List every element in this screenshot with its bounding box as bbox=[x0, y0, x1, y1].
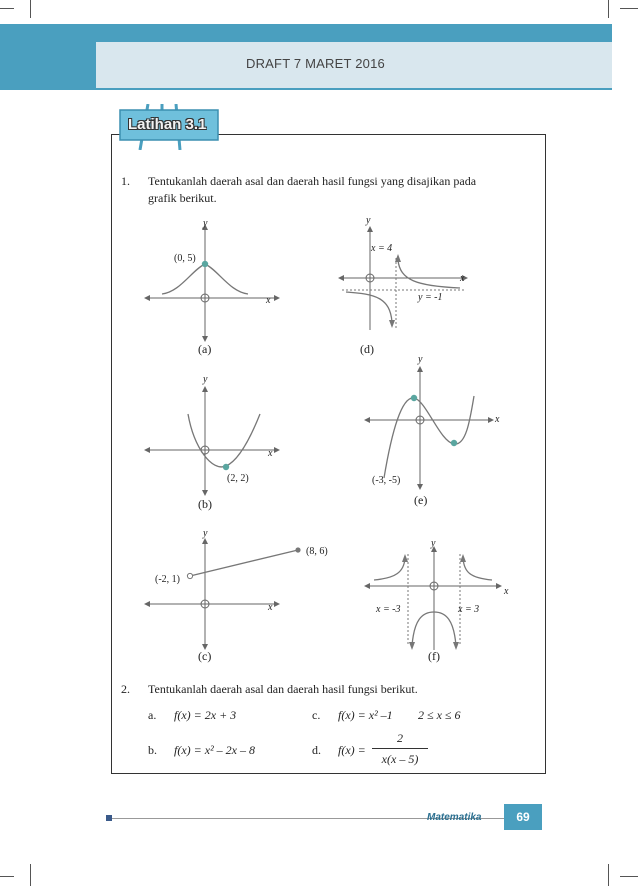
graph-d-horizontal-asymptote-label: y = -1 bbox=[418, 292, 443, 303]
q2a-expression: f(x) = 2x + 3 bbox=[174, 708, 237, 722]
graph-c-point1-label: (-2, 1) bbox=[155, 574, 180, 585]
q2c-expression: f(x) = x² –1 bbox=[338, 708, 393, 722]
graph-e-caption: (e) bbox=[414, 493, 428, 507]
graph-b-caption: (b) bbox=[198, 497, 212, 511]
footer-subject: Matematika bbox=[427, 812, 482, 823]
q2-text: Tentukanlah daerah asal dan daerah hasil fungsi berikut. bbox=[148, 682, 418, 696]
crop-mark bbox=[30, 0, 31, 18]
q2-number: 2. bbox=[121, 682, 130, 696]
graph-c-point2-label: (8, 6) bbox=[306, 546, 328, 557]
q2b-expression: f(x) = x² – 2x – 8 bbox=[174, 743, 255, 757]
graph-f-caption: (f) bbox=[428, 649, 440, 663]
graph-e bbox=[362, 360, 502, 490]
graph-d-y-label: y bbox=[366, 215, 371, 226]
graph-f bbox=[362, 540, 512, 655]
graph-f-right-asymptote-label: x = 3 bbox=[458, 604, 480, 615]
graph-f-y-label: y bbox=[431, 538, 436, 549]
graph-b-x-label: x bbox=[268, 448, 273, 459]
q2c-condition: 2 ≤ x ≤ 6 bbox=[418, 708, 461, 722]
graph-c-x-label: x bbox=[268, 602, 273, 613]
q2d-lhs: f(x) = bbox=[338, 743, 366, 757]
q1-text-line1: Tentukanlah daerah asal dan daerah hasil fungsi yang disajikan pada bbox=[148, 174, 477, 188]
graph-e-x-label: x bbox=[495, 414, 500, 425]
q1-number: 1. bbox=[121, 174, 130, 188]
crop-mark bbox=[0, 8, 14, 9]
q2d-numerator: 2 bbox=[397, 731, 403, 745]
page-number: 69 bbox=[504, 804, 542, 830]
draft-label: DRAFT 7 MARET 2016 bbox=[246, 56, 385, 71]
graph-a-caption: (a) bbox=[198, 342, 212, 356]
crop-mark bbox=[30, 864, 31, 886]
graph-d bbox=[336, 218, 476, 333]
fraction-bar bbox=[372, 748, 428, 749]
graph-f-left-asymptote-label: x = -3 bbox=[376, 604, 401, 615]
graph-d-caption: (d) bbox=[360, 342, 374, 356]
graph-a-y-label: y bbox=[203, 218, 208, 229]
q2c-label: c. bbox=[312, 708, 321, 722]
section-badge bbox=[118, 104, 222, 144]
graph-c-caption: (c) bbox=[198, 649, 212, 663]
graph-c-y-label: y bbox=[203, 528, 208, 539]
q2d-denominator: x(x – 5) bbox=[381, 752, 419, 766]
graph-f-x-label: x bbox=[504, 586, 509, 597]
q2a-label: a. bbox=[148, 708, 157, 722]
crop-mark bbox=[608, 0, 609, 18]
section-title: Latihan 3.1 bbox=[128, 116, 207, 133]
graph-e-point-label: (-3, -5) bbox=[372, 475, 401, 486]
graph-a-x-label: x bbox=[266, 295, 271, 306]
graph-d-vertical-asymptote-label: x = 4 bbox=[371, 243, 393, 254]
crop-mark bbox=[608, 864, 609, 886]
graph-b-y-label: y bbox=[203, 374, 208, 385]
q1-text-line2: grafik berikut. bbox=[148, 191, 217, 205]
q2b-label: b. bbox=[148, 743, 157, 757]
q2d-label: d. bbox=[312, 743, 321, 757]
crop-mark bbox=[620, 876, 638, 877]
graph-a-point-label: (0, 5) bbox=[174, 253, 196, 264]
crop-mark bbox=[620, 8, 638, 9]
graph-d-x-label: x bbox=[460, 273, 465, 284]
crop-mark bbox=[0, 876, 14, 877]
graph-a bbox=[140, 212, 290, 342]
graph-b bbox=[140, 378, 290, 496]
graph-e-y-label: y bbox=[418, 354, 423, 365]
graph-b-point-label: (2, 2) bbox=[227, 473, 249, 484]
